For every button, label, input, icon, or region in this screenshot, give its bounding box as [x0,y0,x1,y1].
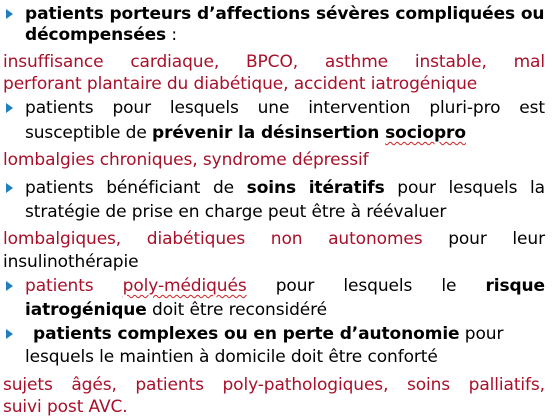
item5-line1-bold: patients complexes ou en perte d’autonomie [33,324,460,344]
bullet-icon [6,281,13,291]
bullet-icon [6,183,13,193]
item3-line1 [25,177,545,199]
word: poly-pathologiques, [222,375,389,395]
word: pour [397,178,436,198]
word: itératifs [308,178,385,198]
word: non [270,229,303,249]
item3-line2: stratégie de prise en charge peut être à réévaluer [25,202,447,222]
item4-line2-text: doit être reconsidéré [146,300,328,320]
word: patients [25,98,94,118]
word: asthme [324,52,389,72]
word: pour [275,276,315,296]
word: pour [112,98,151,118]
word: leur [512,229,545,249]
word: lesquels [169,98,239,118]
word: risque [485,276,545,296]
word: lesquels [448,178,518,198]
word: mal [513,52,545,72]
item1-heading-colon: : [166,25,178,45]
item4-line2 [25,299,327,321]
word: une [257,98,290,118]
item3-examples-line2: insulinothérapie [3,252,139,272]
word: pour [448,229,487,249]
word: soins [246,178,297,198]
word: le [441,276,457,296]
item2-line2-bold: prévenir la désinsertion [152,123,386,143]
bullet-icon [6,9,13,19]
word: soins [406,375,451,395]
word: autonomes [328,229,423,249]
word: patients [25,276,94,296]
item5-line1 [33,323,503,345]
word: instable, [414,52,487,72]
word: patients [135,375,204,395]
word: patients [25,178,94,198]
word: sujets [3,375,53,395]
item3-examples-line1 [3,228,545,250]
item4-line2-bold: iatrogénique [25,300,147,320]
word: bénéficiant [106,178,201,198]
item2-line2 [25,122,466,144]
item4-line1 [25,275,545,297]
item5-line2: lesquels le maintien à domicile doit être conforté [25,347,438,367]
item5-examples-line2: suivi post AVC. [3,397,128,417]
word: palliatifs, [468,375,545,395]
word: âgés, [71,375,117,395]
item5-line1-text: pour [459,324,504,344]
word: BPCO, [245,52,299,72]
item5-examples-line1 [3,374,545,396]
item2-line2-bold-misspelled: sociopro [385,123,466,143]
word: diabétiques [146,229,246,249]
word: la [530,178,545,198]
item1-heading-bold: décompensées [25,25,167,45]
word: lesquels [343,276,413,296]
item1-examples-line2: perforant plantaire du diabétique, accident iatrogénique [3,74,478,94]
item1-heading-line1: patients porteurs d’affections sévères compliquées ou [25,4,545,24]
item2-examples: lombalgies chroniques, syndrome dépressif [3,150,369,170]
word: lombalgiques, [3,229,122,249]
word: cardiaque, [130,52,220,72]
bullet-icon [6,103,13,113]
word: pluri-pro [429,98,501,118]
word: est [519,98,545,118]
word: insuffisance [3,52,104,72]
bullet-icon [6,329,13,339]
word: poly-médiqués [122,276,247,296]
word: intervention [308,98,411,118]
word: de [212,178,234,198]
item1-examples-line1 [3,51,545,73]
item2-line1 [25,97,545,119]
item2-line2-text: susceptible de [25,123,153,143]
item1-heading-line2 [25,24,177,46]
